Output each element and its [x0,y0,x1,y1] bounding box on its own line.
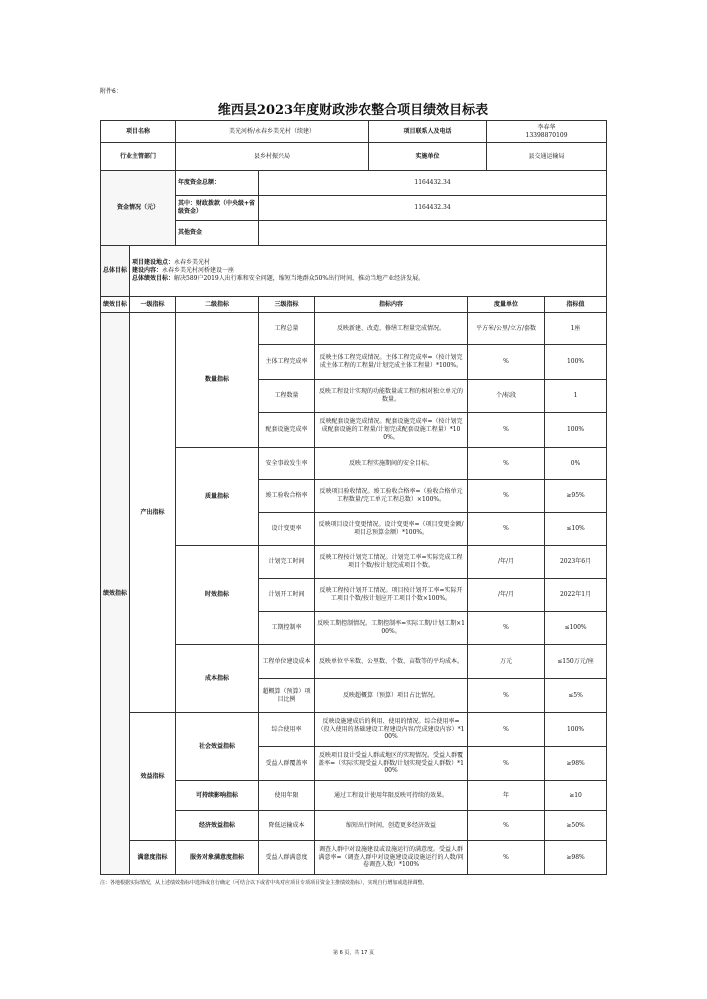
header-content: 指标内容 [315,297,468,313]
footnote: 注：各地根据实际情况，从上述绩效指标中选择或自行确定（可结合以下或省中央对应项目专项项目资金主推绩效指标），实现自行增加或选择调整。 [100,880,428,886]
header-level3: 三级指标 [259,297,315,313]
indicator-value: ≤5% [545,679,607,713]
level2-quality: 质量指标 [176,448,259,546]
indicator-content: 反映工程设计实现的功能数量或工程的相对独立单元的数量。 [315,380,468,413]
indicator-unit: % [468,679,545,713]
indicator-value: ≥50% [545,811,607,841]
indicator-content: 反映主体工程完成情况。主体工程完成率=（按计划完成主体工程的工程量/计划完成主体工程量）*100%。 [315,345,468,380]
indicator-unit: % [468,811,545,841]
indicator-content: 反映工程按计划开工情况。项目按计划开工率=实际开工项目个数/按计划应开工项目个数×100%。 [315,579,468,612]
contact-label: 项目联系人及电话 [369,121,487,143]
indicator-value: ≥95% [545,480,607,513]
unit-label: 实施单位 [369,143,487,171]
dept-label: 行业主管部门 [101,143,176,171]
indicator-name: 竣工验收合格率 [259,480,315,513]
indicator-unit: /年/月 [468,546,545,579]
contact-name: 李春华 [537,123,556,131]
indicator-content: 反映配套设施完成情况。配套设施完成率=（按计划完成配套设施的工程量/计划完成配套设施工程量）*100%。 [315,413,468,448]
indicator-value: 0% [545,448,607,480]
indicator-name: 工期控制率 [259,612,315,645]
project-name-label: 项目名称 [101,121,176,143]
indicator-value: ≤10% [545,513,607,546]
header-unit: 度量单位 [468,297,545,313]
indicator-unit: % [468,413,545,448]
indicator-unit: % [468,480,545,513]
indicator-value: 100% [545,713,607,747]
indicator-unit: % [468,841,545,875]
indicator-unit: % [468,448,545,480]
location-label: 项目建设地点： [132,259,175,267]
indicator-unit: /年/月 [468,579,545,612]
funds-total-label: 年度资金总额： [176,171,259,196]
indicator-name: 计划开工时间 [259,579,315,612]
indicator-value: 100% [545,345,607,380]
level1-output: 产出指标 [130,313,176,713]
indicator-content: 调查人群中对设施建设或设施运行的满意度。受益人群满意率=（调查人群中对设施建设或设施运行的人数/问卷调查人数）*100% [315,841,468,875]
indicator-value: ≤100% [545,612,607,645]
indicator-name: 设计变更率 [259,513,315,546]
header-value: 指标值 [545,297,607,313]
indicator-name: 受益人群满意度 [259,841,315,875]
funds-label: 资金情况（元） [101,171,176,246]
content-label: 建设内容： [132,267,163,275]
indicator-name: 工程数量 [259,380,315,413]
indicator-name: 降低运输成本 [259,811,315,841]
indicator-value: 2022年1月 [545,579,607,612]
indicator-value: ≥10 [545,781,607,811]
indicator-content: 缩短出行时间，创造更多经济效益 [315,811,468,841]
indicator-value: ≤150万元/座 [545,645,607,679]
level2-sustainable: 可持续影响指标 [176,781,259,811]
indicator-content: 反映超概算（预算）项目占比情况。 [315,679,468,713]
indicator-content: 反映项目验收情况。竣工验收合格率=（验收合格单元工程数量/完工单元工程总数）×100%。 [315,480,468,513]
level2-timeliness: 时效指标 [176,546,259,645]
header-level2: 二级指标 [176,297,259,313]
indicator-value: ≥98% [545,747,607,781]
indicator-unit: % [468,747,545,781]
overall-label: 总体目标 [101,246,130,297]
indicator-unit: 平方米/公里/立方/套数 [468,313,545,345]
indicator-unit: % [468,513,545,546]
level1-satisfaction: 满意度指标 [130,841,176,875]
level2-cost: 成本指标 [176,645,259,713]
indicator-name: 综合使用率 [259,713,315,747]
indicator-name: 使用年限 [259,781,315,811]
indicator-unit: % [468,612,545,645]
performance-table [100,120,607,875]
indicator-content: 反映工期控制情况。工期控制率=实际工期/计划工期×100%。 [315,612,468,645]
indicator-unit: % [468,713,545,747]
page-title: 维西县2023年度财政涉农整合项目绩效目标表 [217,103,489,118]
contact-phone: 13398870109 [525,131,568,139]
header-performance-goal: 绩效目标 [101,297,130,313]
indicator-content: 反映工程实施期间的安全目标。 [315,448,468,480]
indicator-name: 超概算（预算）项目比例 [259,679,315,713]
indicator-content: 反映项目设计变更情况。设计变更率=（项目变更金额/项目总预算金额）*100%。 [315,513,468,546]
indicator-unit: 年 [468,781,545,811]
indicator-value: 1座 [545,313,607,345]
level0-label: 绩效指标 [101,313,130,875]
contact-cell [487,121,607,143]
funds-other-label: 其他资金 [176,221,259,246]
indicator-content: 反映单位平米数、公里数、个数、亩数等的平均成本。 [315,645,468,679]
level2-economic: 经济效益指标 [176,811,259,841]
indicator-content: 反映项目设计受益人群或地区的实现情况。受益人群覆盖率=（实际实现受益人群数/计划实现受益人群数）*100% [315,747,468,781]
indicator-unit: % [468,345,545,380]
indicator-value: ≥98% [545,841,607,875]
funds-total: 1164432.34 [259,171,607,196]
indicator-value: 100% [545,413,607,448]
indicator-name: 主体工程完成率 [259,345,315,380]
indicator-content: 反映设施建成后的利用、使用的情况。综合使用率=（投入使用的基础建设工程建设内容/完成建设内容）*100% [315,713,468,747]
funds-fiscal: 1164432.34 [259,196,607,221]
dept: 县乡村振兴局 [176,143,369,171]
goal-label: 总体绩效目标： [132,274,175,282]
indicator-name: 工程单位建设成本 [259,645,315,679]
implementing-unit: 县交通运输局 [487,143,607,171]
indicator-unit: 万元 [468,645,545,679]
indicator-name: 工程总量 [259,313,315,345]
header-level1: 一级指标 [130,297,176,313]
indicator-content: 反映新建、改造、修缮工程量完成情况。 [315,313,468,345]
indicator-name: 受益人群覆盖率 [259,747,315,781]
level2-service: 服务对象满意度指标 [176,841,259,875]
indicator-name: 配套设施完成率 [259,413,315,448]
funds-other [259,221,607,246]
funds-fiscal-label: 其中：财政拨款（中央级+省级资金） [176,196,259,221]
indicator-content: 通过工程设计使用年限反映可持续的效果。 [315,781,468,811]
location: 永春乡美光村 [174,259,211,267]
construction-content: 永春乡美光村河桥建设一座 [162,267,235,275]
overall-goal: 解决589户2019人出行难和安全问题，缩短当地群众50%出行时间，推动当地产业经济发展。 [174,274,425,282]
indicator-name: 计划完工时间 [259,546,315,579]
indicator-content: 反映工程按计划完工情况。计划完工率=实际完成工程项目个数/按计划完成项目个数。 [315,546,468,579]
attachment-label: 附件6： [100,88,122,95]
indicator-name: 安全事故发生率 [259,448,315,480]
level1-benefit: 效益指标 [130,713,176,841]
overall-goal-cell [130,246,607,297]
project-name: 美光河桥/永春乡美光村（续建） [176,121,369,143]
page-number: 第 6 页，共 17 页 [333,950,374,956]
level2-quantity: 数量指标 [176,313,259,448]
indicator-value: 2023年6月 [545,546,607,579]
indicator-value: 1 [545,380,607,413]
level2-social: 社会效益指标 [176,713,259,781]
indicator-unit: 个/标段 [468,380,545,413]
